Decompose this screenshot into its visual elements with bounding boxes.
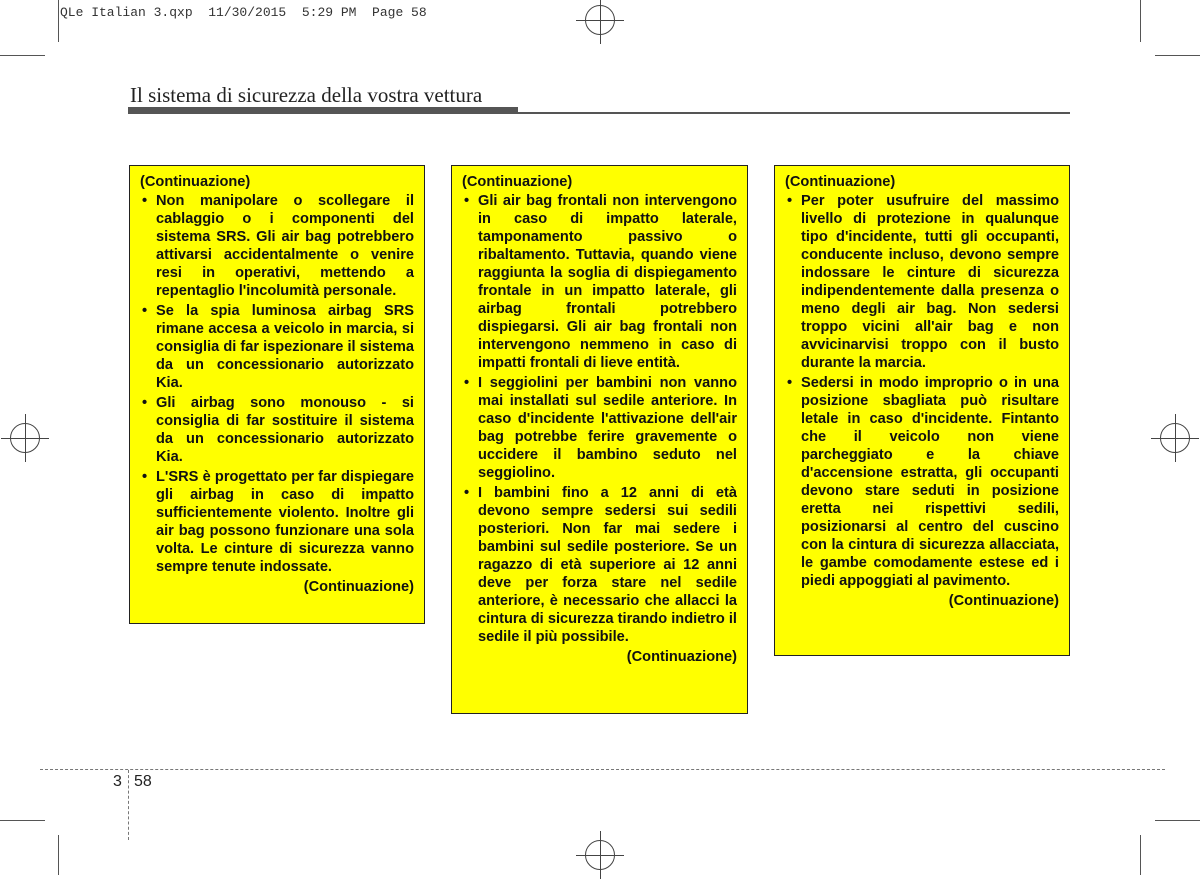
warning-box-3 <box>774 165 1070 656</box>
crop-mark-top-left-v <box>58 0 59 42</box>
crop-mark-bottom-right-h <box>1155 820 1200 821</box>
warning-box-1 <box>129 165 425 624</box>
title-underline-thin <box>518 112 1070 114</box>
warning-box-2 <box>451 165 748 714</box>
warning-item: • Sedersi in modo improprio o in una posizione sbagliata può risultare letale in caso d'incidente. Fintanto che il veicolo non viene parcheggiato e la chiave d'accensione estratta, gli occupanti devono stare seduti in posizione eretta nei rispettivi sedili, posizionarsi al centro del cuscino con la cintura di sicurezza allacciata, le gambe comodamente estese ed i piedi appoggiati al pavimento. <box>785 374 1059 590</box>
page-title: Il sistema di sicurezza della vostra vettura <box>130 83 483 107</box>
registration-mark-left <box>10 423 40 453</box>
crop-mark-top-left-h <box>0 55 45 56</box>
warning-item: • I seggiolini per bambini non vanno mai installati sul sedile anteriore. In caso d'incidente l'attivazione dell'air bag potrebbe ferire gravemente o uccidere il bambino seduto nel seggiolino. <box>462 374 737 482</box>
continuation-label-bottom: (Continuazione) <box>948 593 1059 609</box>
continuation-label-bottom: (Continuazione) <box>303 579 414 595</box>
continuation-label-top: (Continuazione) <box>462 174 573 190</box>
warning-item: • Non manipolare o scollegare il cablaggio o i componenti del sistema SRS. Gli air bag potrebbero attivarsi accidentalmente o venire resi in operativi, mettendo a repentaglio l'incolumità personale. <box>140 192 414 300</box>
crop-mark-top-right-v <box>1140 0 1141 42</box>
registration-mark-bottom <box>585 840 615 870</box>
registration-mark-right <box>1160 423 1190 453</box>
continuation-label-top: (Continuazione) <box>785 174 896 190</box>
warning-item: • L'SRS è progettato per far dispiegare gli airbag in caso di impatto sufficientemente violento. Inoltre gli air bag possono funzionare una sola volta. Le cinture di sicurezza vanno sempre tenute indossate. <box>140 468 414 576</box>
print-slug: QLe Italian 3.qxp 11/30/2015 5:29 PM Page 58 <box>60 5 427 20</box>
crop-mark-top-right-h <box>1155 55 1200 56</box>
footer-vertical-divider <box>128 770 129 840</box>
warning-list <box>140 192 414 576</box>
warning-item: • Se la spia luminosa airbag SRS rimane accesa a veicolo in marcia, si consiglia di far ispezionare il sistema da un concessionario autorizzato Kia. <box>140 302 414 392</box>
crop-mark-bottom-left-v <box>58 835 59 875</box>
warning-item: • Gli airbag sono monouso - si consiglia di far sostituire il sistema da un concessionario autorizzato Kia. <box>140 394 414 466</box>
chapter-number: 3 <box>113 773 122 790</box>
warning-list <box>462 192 737 646</box>
continuation-label-bottom: (Continuazione) <box>626 649 737 665</box>
crop-mark-bottom-left-h <box>0 820 45 821</box>
crop-mark-bottom-right-v <box>1140 835 1141 875</box>
warning-item: • Per poter usufruire del massimo livello di protezione in qualunque tipo d'incidente, tutti gli occupanti, conducente incluso, devono sempre indossare le cinture di sicurezza indipendentemente dalla presenza o meno degli air bag. Non sedersi troppo vicini all'air bag e non avvicinarvisi troppo con il busto durante la marcia. <box>785 192 1059 372</box>
footer-divider <box>40 769 1165 770</box>
registration-mark-top <box>585 5 615 35</box>
warning-item: • I bambini fino a 12 anni di età devono sempre sedersi sui sedili posteriori. Non far mai sedere i bambini sul sedile posteriore. Se un ragazzo di età superiore ai 12 anni deve per forza stare nel sedile anteriore, è necessario che allacci la cintura di sicurezza tirando indietro il sedile il più possibile. <box>462 484 737 646</box>
warning-list <box>785 192 1059 590</box>
title-underline-thick <box>128 107 518 114</box>
page-number: 58 <box>134 773 152 790</box>
continuation-label-top: (Continuazione) <box>140 174 251 190</box>
warning-item: • Gli air bag frontali non intervengono in caso di impatto laterale, tamponamento passivo o ribaltamento. Tuttavia, quando viene raggiunta la soglia di dispiegamento frontale in un impatto laterale, gli airbag frontali potrebbero dispiegarsi. Gli air bag frontali non intervengono nemmeno in caso di impatti frontali di lieve entità. <box>462 192 737 372</box>
